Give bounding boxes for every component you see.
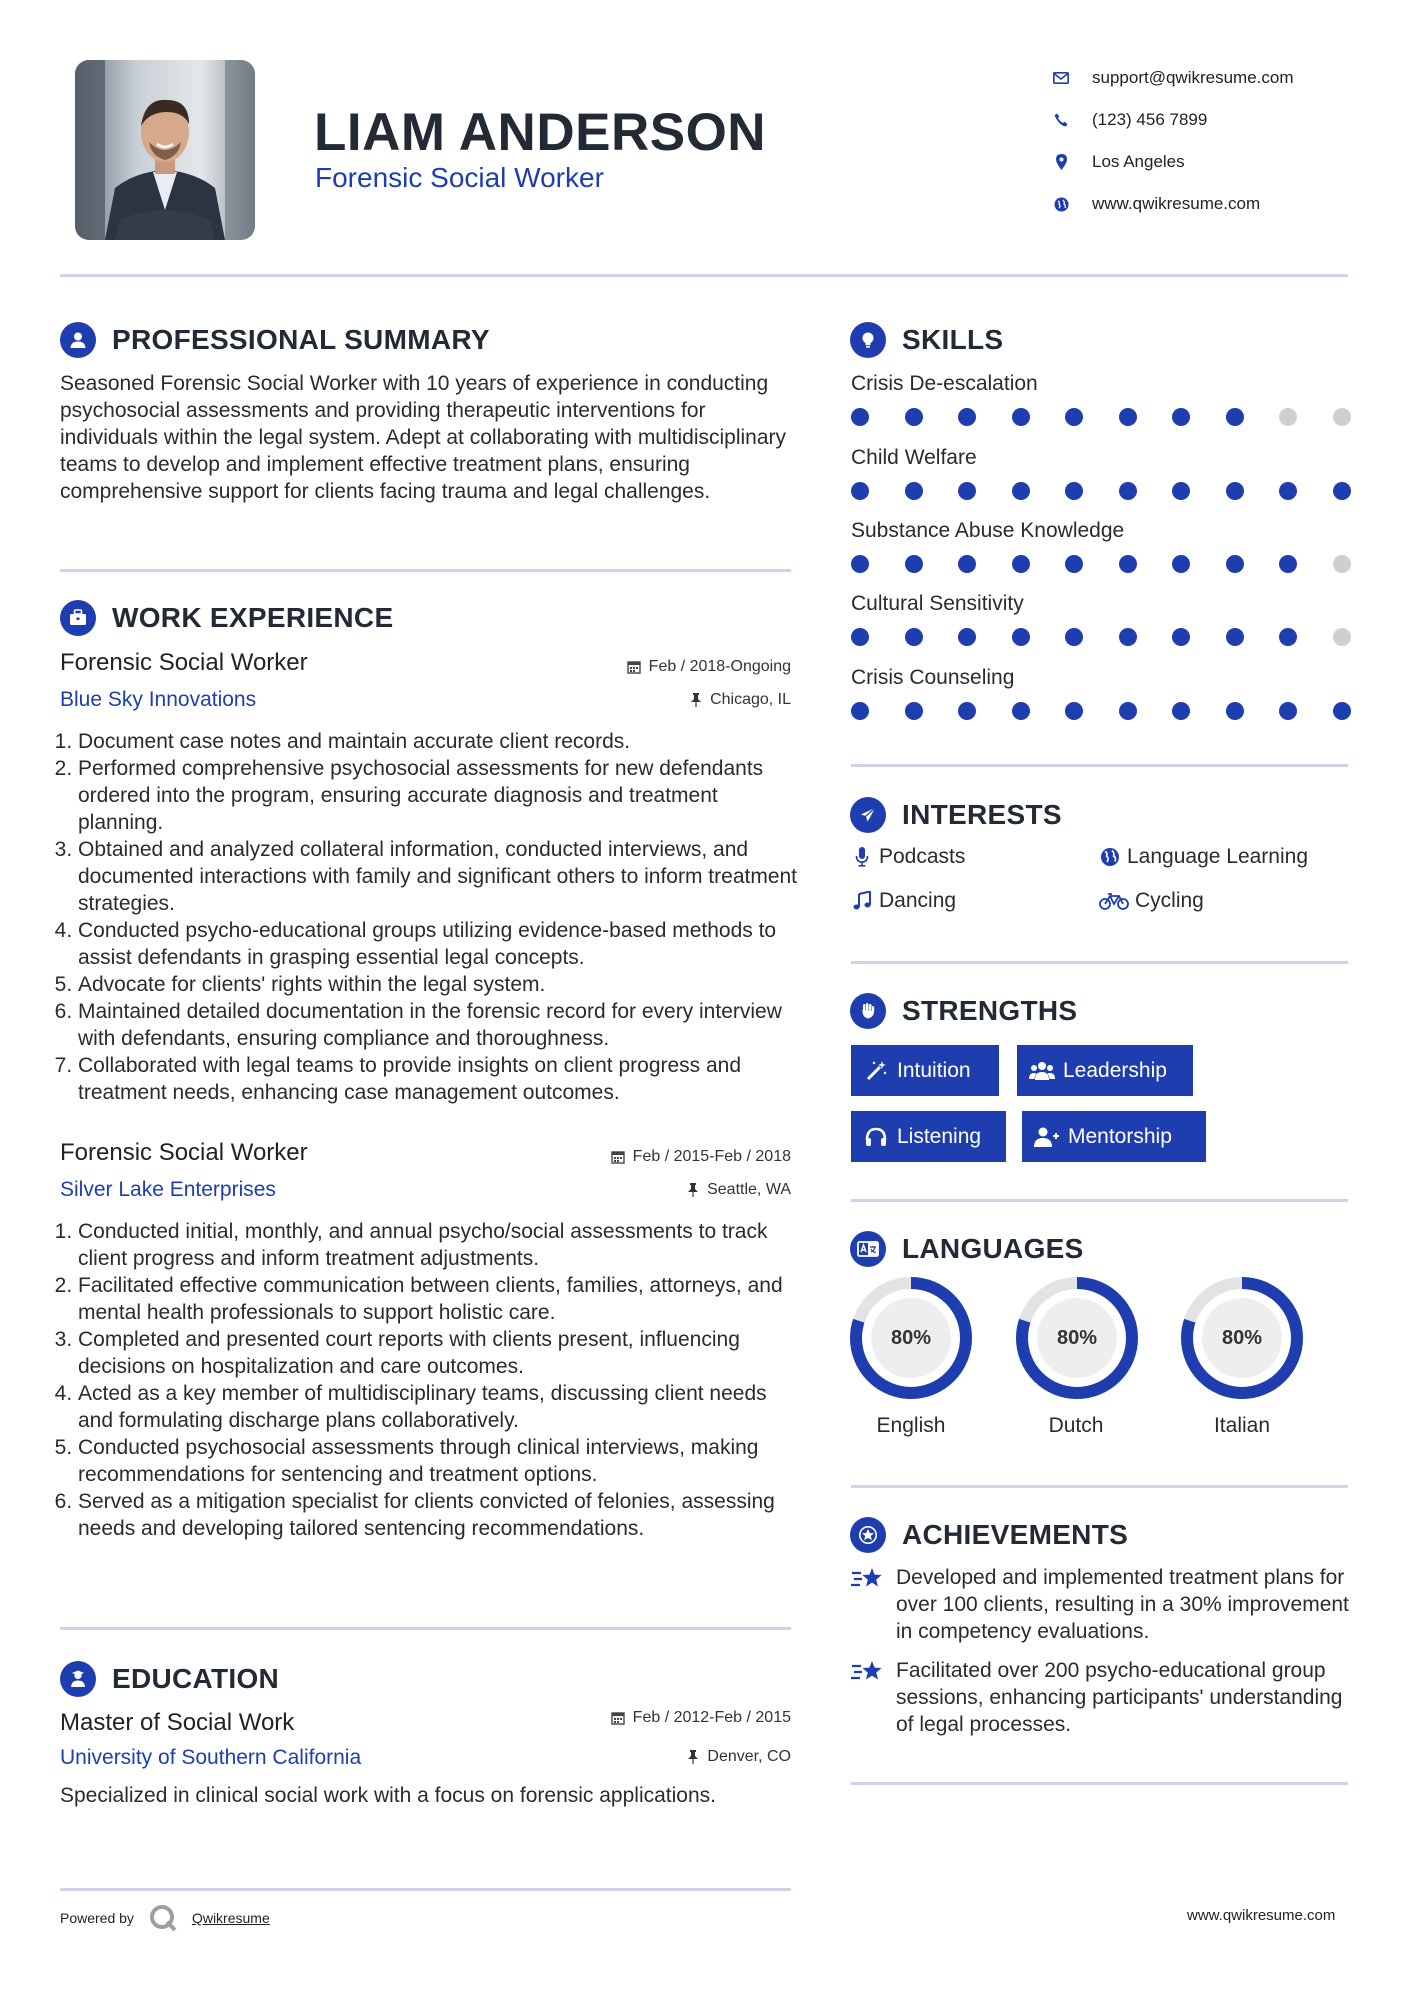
job-1-dates [627, 658, 791, 676]
job-2-title: Forensic Social Worker [60, 1139, 308, 1166]
skill-dot-filled [1226, 628, 1244, 646]
job-1-company: Blue Sky Innovations [60, 688, 257, 711]
strength-chip [1022, 1111, 1206, 1162]
skill-dot-filled [1333, 482, 1351, 500]
achievement-text: Facilitated over 200 psycho-educational group sessions, enhancing participants' understanding of legal processes. [896, 1659, 1343, 1736]
duty-item: 2. Facilitated effective communication between clients, families, attorneys, and mental health professionals to support holistic care. [78, 1272, 800, 1326]
language-gauge [849, 1276, 973, 1400]
duty-item: 4. Conducted psycho-educational groups utilizing evidence-based methods to assist defendants in grasping essential legal concepts. [78, 917, 800, 971]
duty-item: 3. Obtained and analyzed collateral information, conducted interviews, and documented interactions with family and significant others to inform treatment strategies. [78, 836, 800, 917]
globe-icon [1050, 193, 1072, 215]
skill-dot-filled [1226, 482, 1244, 500]
skill-dot-filled [1012, 702, 1030, 720]
footer-powered-by [60, 1903, 270, 1933]
interest-item [1099, 845, 1308, 869]
headphones-icon [863, 1124, 889, 1150]
duty-item: 2. Performed comprehensive psychosocial assessments for new defendants ordered into the program, ensuring accurate diagnosis and treatment planning. [78, 755, 800, 836]
skill-name: Crisis De-escalation [851, 372, 1038, 395]
education-degree: Master of Social Work [60, 1709, 295, 1736]
skill-dot-filled [1012, 555, 1030, 573]
skill-dot-filled [1065, 555, 1083, 573]
duty-item: 5. Conducted psychosocial assessments through clinical interviews, making recommendations for sentencing and treatment options. [78, 1434, 800, 1488]
skill-dot-filled [958, 408, 976, 426]
bicycle-icon [1099, 890, 1129, 912]
music-icon [851, 890, 873, 912]
skill-dot-filled [1226, 702, 1244, 720]
skill-dot-filled [958, 555, 976, 573]
skill-dot-empty [1279, 408, 1297, 426]
education-divider [60, 1888, 791, 1891]
skill-dot-filled [1012, 408, 1030, 426]
job-1-dates-text: Feb / 2018-Ongoing [648, 658, 791, 675]
contact-website-text: www.qwikresume.com [1092, 194, 1261, 213]
calendar-icon [627, 660, 641, 674]
language-name: Dutch [1048, 1414, 1104, 1437]
languages-divider [851, 1485, 1348, 1488]
interest-label: Cycling [1135, 889, 1204, 912]
education-location [687, 1748, 791, 1766]
skill-rating [851, 702, 1351, 724]
paper-plane-icon [850, 797, 886, 833]
summary-divider [60, 569, 791, 572]
work-divider [60, 1627, 791, 1630]
education-dates-text: Feb / 2012-Feb / 2015 [632, 1709, 791, 1726]
achievements-heading [850, 1517, 1128, 1553]
language-gauge [1180, 1276, 1304, 1400]
magic-wand-icon [863, 1058, 889, 1084]
education-description: Specialized in clinical social work with a focus on forensic applications. [60, 1784, 716, 1807]
star-badge-icon [850, 1517, 886, 1553]
interest-item [1099, 889, 1204, 913]
skill-dot-filled [1065, 628, 1083, 646]
skill-name: Child Welfare [851, 446, 977, 469]
profile-photo [75, 60, 255, 240]
skill-dot-filled [905, 628, 923, 646]
work-heading [60, 600, 393, 636]
skill-dot-filled [851, 628, 869, 646]
strength-chip [851, 1111, 1006, 1162]
map-pin-icon [1050, 151, 1072, 173]
skill-dot-filled [1172, 555, 1190, 573]
skill-rating [851, 555, 1351, 577]
skill-dot-filled [1226, 408, 1244, 426]
skill-dot-filled [1333, 702, 1351, 720]
duty-item: 4. Acted as a key member of multidisciplinary teams, discussing client needs and formulating discharge plans collaboratively. [78, 1380, 800, 1434]
strengths-heading-text: STRENGTHS [902, 995, 1078, 1026]
interests-divider [851, 961, 1348, 964]
skill-dot-filled [1279, 702, 1297, 720]
interest-item [851, 889, 956, 913]
interests-heading [850, 797, 1062, 833]
shooting-star-icon [850, 1657, 886, 1687]
skill-dot-filled [1119, 555, 1137, 573]
interests-heading-text: INTERESTS [902, 799, 1062, 830]
job-2-location [687, 1181, 791, 1199]
header-divider [60, 274, 1348, 277]
contact-location [1050, 141, 1350, 183]
language-gauge [1015, 1276, 1139, 1400]
language-name: Italian [1213, 1414, 1271, 1437]
skill-dot-filled [851, 555, 869, 573]
contact-phone-text: (123) 456 7899 [1092, 110, 1208, 129]
duty-item: 1. Conducted initial, monthly, and annual psycho/social assessments to track client progress and inform treatment adjustments. [78, 1218, 800, 1272]
strengths-divider [851, 1199, 1348, 1202]
education-school: University of Southern California [60, 1746, 362, 1769]
contact-email-text: support@qwikresume.com [1092, 68, 1294, 87]
skill-dot-empty [1333, 555, 1351, 573]
language-name: English [876, 1414, 946, 1437]
strength-label: Mentorship [1068, 1124, 1172, 1148]
education-heading [60, 1661, 279, 1697]
skills-divider [851, 764, 1348, 767]
skill-dot-filled [905, 482, 923, 500]
skill-dot-filled [905, 408, 923, 426]
duty-item: 5. Advocate for clients' rights within the legal system. [78, 971, 800, 998]
duty-item: 6. Maintained detailed documentation in the forensic record for every interview with defendants, ensuring compliance and thoroughness. [78, 998, 800, 1052]
skill-dot-filled [1172, 408, 1190, 426]
skill-name: Crisis Counseling [851, 666, 1015, 689]
skill-dot-filled [958, 482, 976, 500]
pushpin-icon [687, 1183, 699, 1197]
job-2-duties [60, 1218, 800, 1542]
qwikresume-link[interactable]: Qwikresume [191, 1910, 270, 1926]
job-1-title: Forensic Social Worker [60, 649, 308, 676]
skills-heading-text: SKILLS [902, 324, 1004, 355]
summary-text: Seasoned Forensic Social Worker with 10 years of experience in conducting psychosocial assessments and providing therapeutic interventions for individuals within the legal system. Adept at collaborating with multidisciplinary teams to develop and implement effective treatment plans, ensuring comprehensive support for clients facing trauma and legal challenges. [60, 372, 787, 503]
interest-label: Language Learning [1127, 845, 1309, 868]
skill-dot-filled [851, 408, 869, 426]
qwikresume-logo-icon [148, 1903, 178, 1933]
shooting-star-icon [850, 1564, 886, 1594]
skill-dot-filled [1065, 482, 1083, 500]
skill-dot-filled [905, 702, 923, 720]
skill-dot-filled [1279, 628, 1297, 646]
skill-dot-filled [851, 702, 869, 720]
skill-dot-filled [1172, 702, 1190, 720]
strengths-heading [850, 993, 1077, 1029]
powered-by-text: Powered by [60, 1910, 134, 1926]
briefcase-icon [60, 600, 96, 636]
job-1-location-text: Chicago, IL [710, 691, 791, 708]
achievement-item [850, 1657, 1350, 1738]
contact-list [1050, 57, 1350, 225]
job-2-company: Silver Lake Enterprises [60, 1178, 276, 1201]
duty-item: 6. Served as a mitigation specialist for clients convicted of felonies, assessing needs and developing tailored sentencing recommendations. [78, 1488, 800, 1542]
skill-dot-empty [1333, 408, 1351, 426]
contact-location-text: Los Angeles [1092, 152, 1185, 171]
skill-name: Substance Abuse Knowledge [851, 519, 1125, 542]
skill-rating [851, 482, 1351, 504]
job-1-location [690, 691, 791, 709]
achievement-item [850, 1564, 1350, 1645]
interest-label: Dancing [879, 889, 957, 912]
contact-website[interactable] [1050, 183, 1350, 225]
interest-label: Podcasts [879, 845, 966, 868]
skill-dot-filled [1119, 628, 1137, 646]
languages-heading [850, 1231, 1084, 1267]
job-2-dates [611, 1148, 791, 1166]
skill-rating [851, 628, 1351, 650]
summary-heading [60, 322, 490, 358]
lightbulb-icon [850, 322, 886, 358]
phone-icon [1050, 109, 1072, 131]
envelope-icon [1050, 67, 1072, 89]
education-heading-text: EDUCATION [112, 1663, 280, 1694]
graduate-icon [60, 1661, 96, 1697]
skill-name: Cultural Sensitivity [851, 592, 1024, 615]
strength-label: Leadership [1063, 1058, 1167, 1082]
strength-chip [1017, 1045, 1193, 1096]
contact-phone[interactable] [1050, 99, 1350, 141]
achievements-divider [851, 1782, 1348, 1785]
skill-dot-filled [958, 702, 976, 720]
globe-icon [1099, 846, 1121, 868]
pushpin-icon [690, 693, 702, 707]
users-icon [1029, 1058, 1055, 1084]
interest-item [851, 845, 965, 869]
languages-heading-text: LANGUAGES [902, 1233, 1084, 1264]
skill-dot-filled [1012, 482, 1030, 500]
strength-chip [851, 1045, 999, 1096]
footer-url[interactable]: www.qwikresume.com [1187, 1907, 1336, 1924]
education-dates [611, 1709, 791, 1727]
skill-dot-filled [1119, 408, 1137, 426]
skill-dot-filled [905, 555, 923, 573]
job-1-duties [60, 728, 800, 1106]
skill-dot-filled [1119, 702, 1137, 720]
language-icon [850, 1231, 886, 1267]
pushpin-icon [687, 1750, 699, 1764]
language-percent: 80% [1221, 1326, 1263, 1349]
duty-item: 7. Collaborated with legal teams to provide insights on client progress and treatment needs, enhancing case management outcomes. [78, 1052, 800, 1106]
skill-dot-filled [1226, 555, 1244, 573]
user-plus-icon [1034, 1124, 1060, 1150]
skill-dot-empty [1333, 628, 1351, 646]
achievement-text: Developed and implemented treatment plans for over 100 clients, resulting in a 30% improvement in competency evaluations. [896, 1566, 1349, 1643]
duty-item: 1. Document case notes and maintain accurate client records. [78, 728, 800, 755]
calendar-icon [611, 1711, 625, 1725]
skill-dot-filled [958, 628, 976, 646]
skill-rating [851, 408, 1351, 430]
candidate-title: Forensic Social Worker [315, 162, 604, 193]
duty-item: 3. Completed and presented court reports with clients present, influencing decisions on hospitalization and care outcomes. [78, 1326, 800, 1380]
skill-dot-filled [1065, 702, 1083, 720]
language-percent: 80% [890, 1326, 932, 1349]
strength-label: Intuition [897, 1058, 971, 1082]
user-icon [60, 322, 96, 358]
skill-dot-filled [1172, 628, 1190, 646]
skill-dot-filled [851, 482, 869, 500]
microphone-icon [851, 846, 873, 868]
calendar-icon [611, 1150, 625, 1164]
skill-dot-filled [1172, 482, 1190, 500]
achievements-heading-text: ACHIEVEMENTS [902, 1519, 1129, 1550]
education-location-text: Denver, CO [707, 1748, 791, 1765]
strength-label: Listening [897, 1124, 982, 1148]
skill-dot-filled [1279, 555, 1297, 573]
summary-heading-text: PROFESSIONAL SUMMARY [112, 324, 490, 355]
job-2-location-text: Seattle, WA [707, 1181, 791, 1198]
raised-fist-icon [850, 993, 886, 1029]
skill-dot-filled [1012, 628, 1030, 646]
skills-heading [850, 322, 1003, 358]
language-percent: 80% [1056, 1326, 1098, 1349]
skill-dot-filled [1065, 408, 1083, 426]
contact-email[interactable] [1050, 57, 1350, 99]
skill-dot-filled [1119, 482, 1137, 500]
skill-dot-filled [1279, 482, 1297, 500]
work-heading-text: WORK EXPERIENCE [112, 602, 394, 633]
job-2-dates-text: Feb / 2015-Feb / 2018 [632, 1148, 791, 1165]
candidate-name: LIAM ANDERSON [314, 103, 767, 162]
